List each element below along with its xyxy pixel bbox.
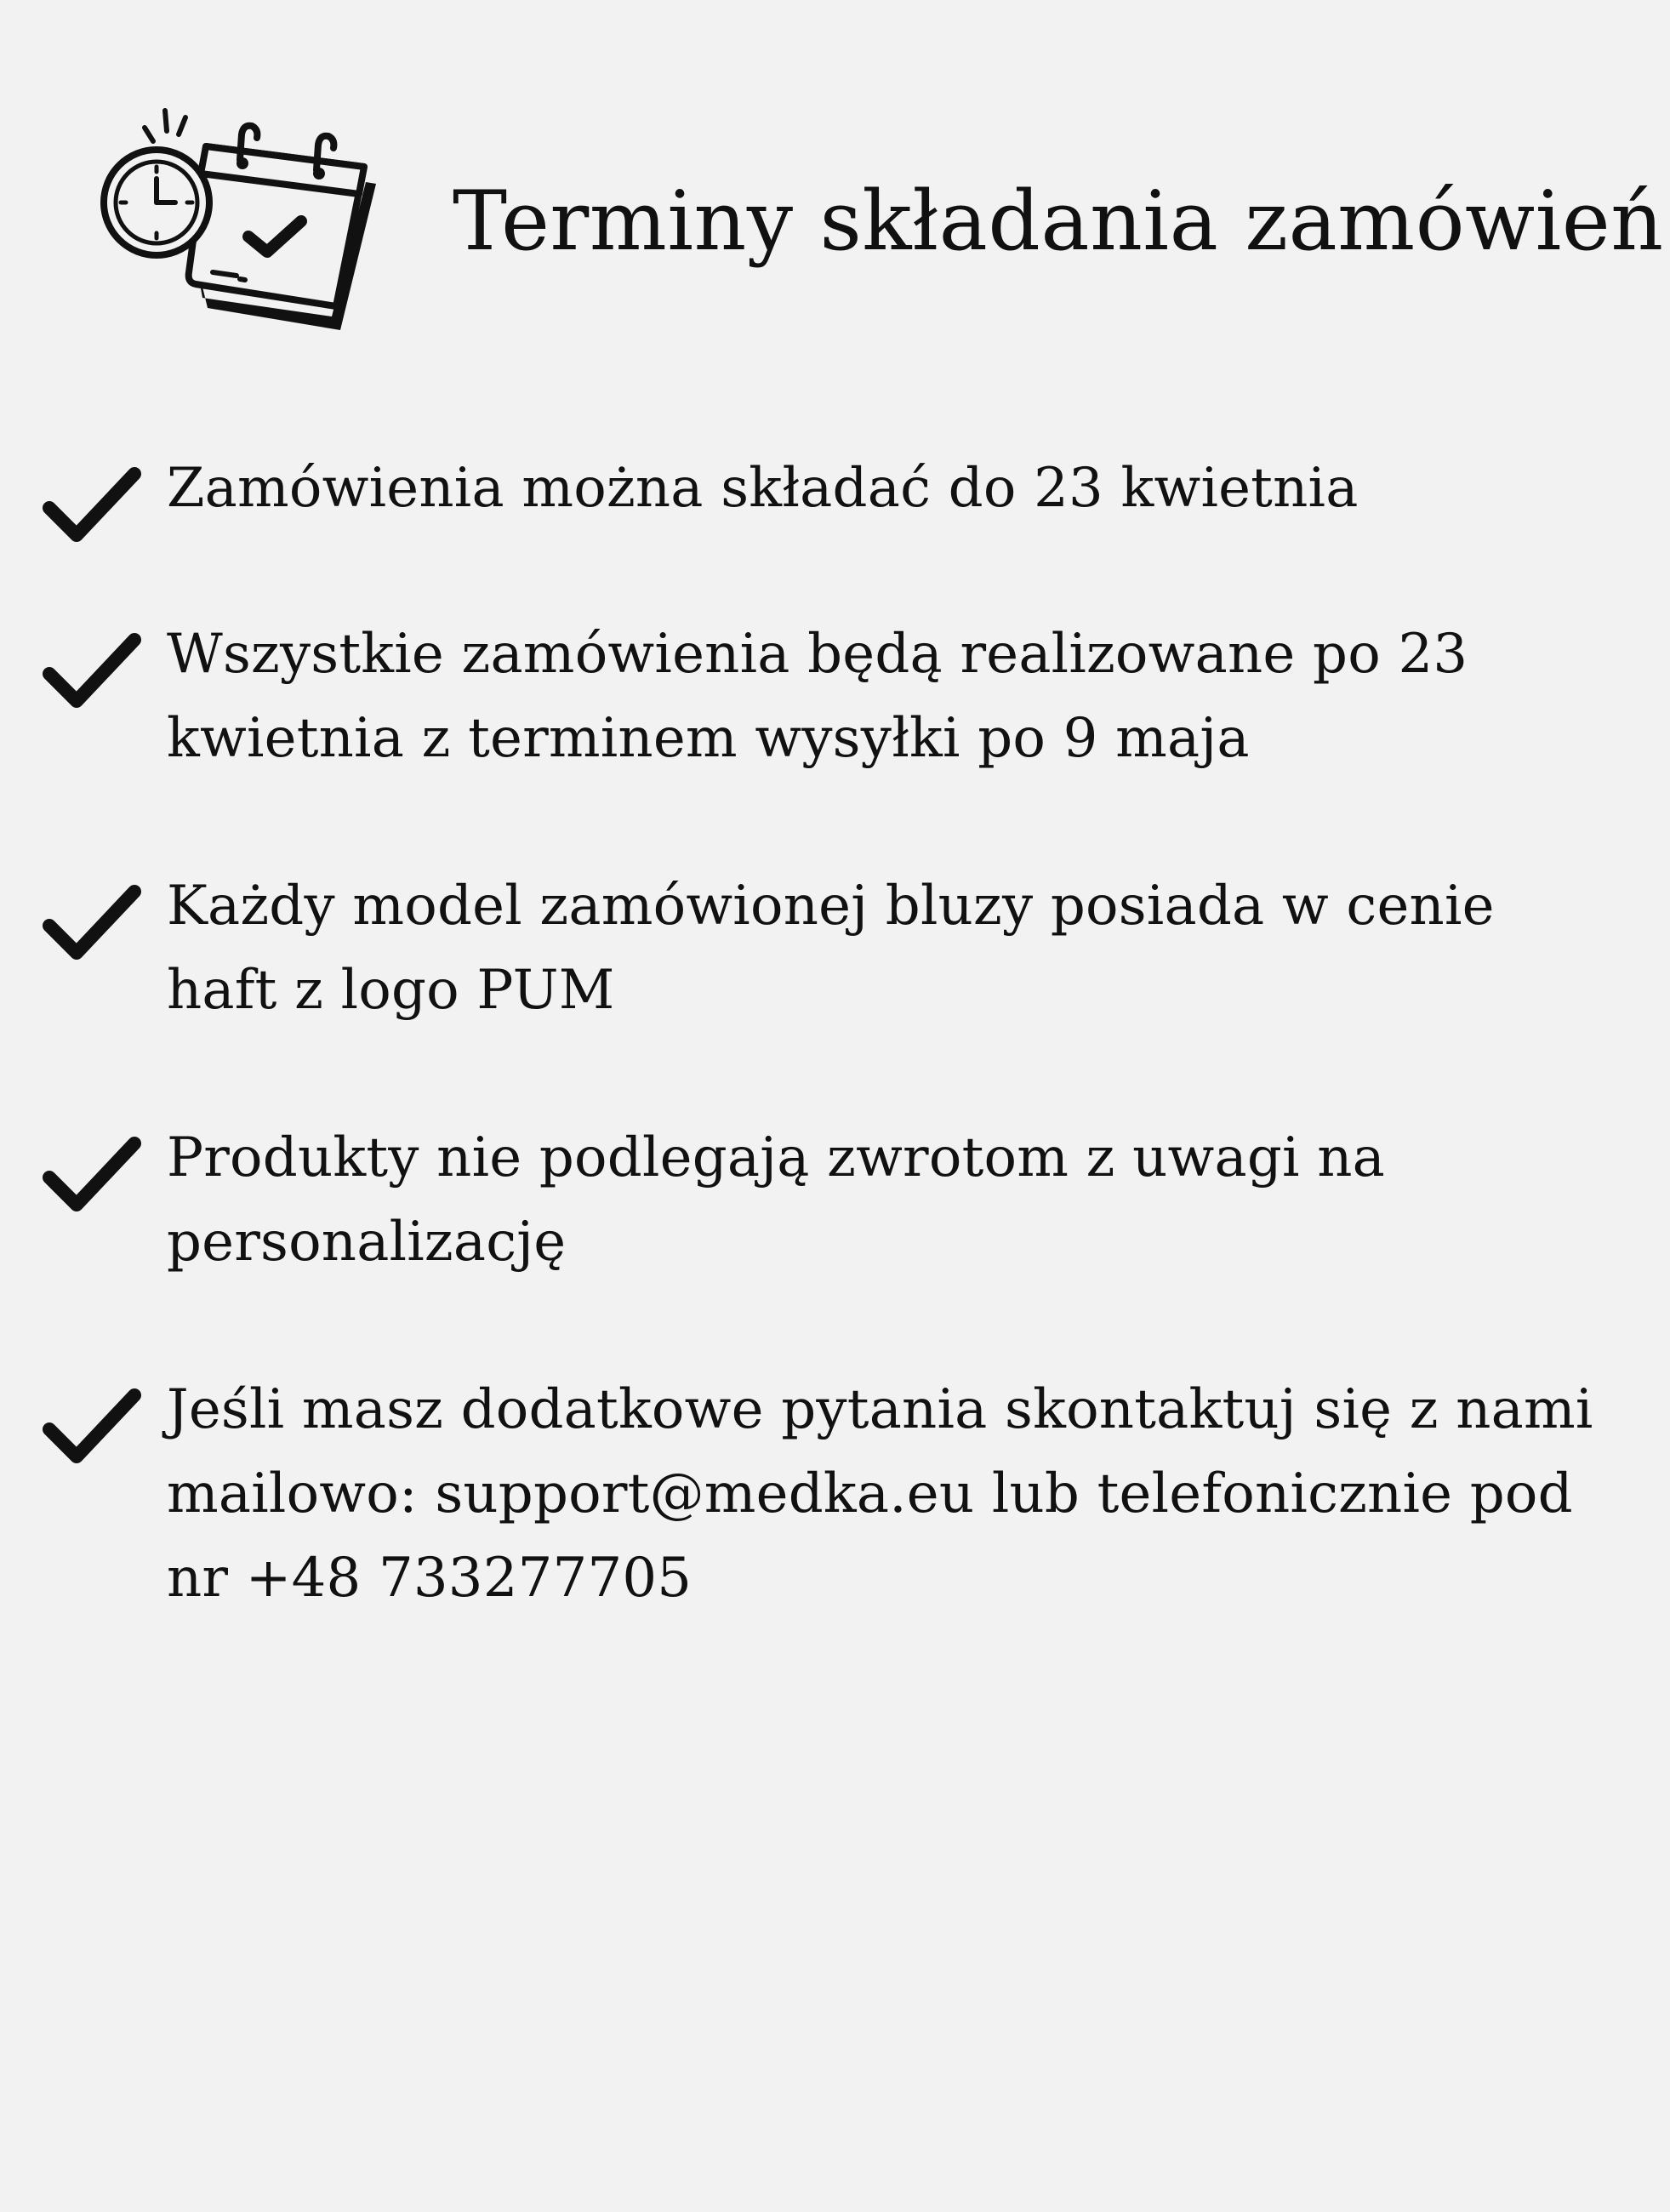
list-item-text: Jeśli masz dodatkowe pytania skontaktuj się z nami mailowo: support@medka.eu lub telefonicznie pod nr +48 733277705 bbox=[167, 1378, 1593, 1610]
list-item bbox=[43, 613, 1625, 781]
checkmark-icon bbox=[43, 1383, 143, 1468]
list-item-text: Produkty nie podlegają zwrotom z uwagi na personalizację bbox=[167, 1126, 1386, 1274]
list-item-text: Każdy model zamówionej bluzy posiada w cenie haft z logo PUM bbox=[167, 875, 1495, 1022]
checkmark-icon bbox=[43, 462, 143, 547]
checkmark-icon bbox=[43, 880, 143, 965]
info-list bbox=[43, 447, 1625, 1704]
page-title: Terminy składania zamówień bbox=[453, 174, 1664, 269]
list-item bbox=[43, 864, 1625, 1033]
list-item-text: Zamówienia można składać do 23 kwietnia bbox=[167, 457, 1359, 520]
list-item bbox=[43, 447, 1625, 531]
checkmark-icon bbox=[43, 628, 143, 713]
list-item bbox=[43, 1116, 1625, 1285]
checkmark-icon bbox=[43, 1132, 143, 1217]
list-item-text: Wszystkie zamówienia będą realizowane po 23 kwietnia z terminem wysyłki po 9 maja bbox=[167, 623, 1468, 770]
list-item bbox=[43, 1368, 1625, 1621]
calendar-clock-check-icon bbox=[94, 94, 400, 349]
header bbox=[94, 94, 1664, 349]
